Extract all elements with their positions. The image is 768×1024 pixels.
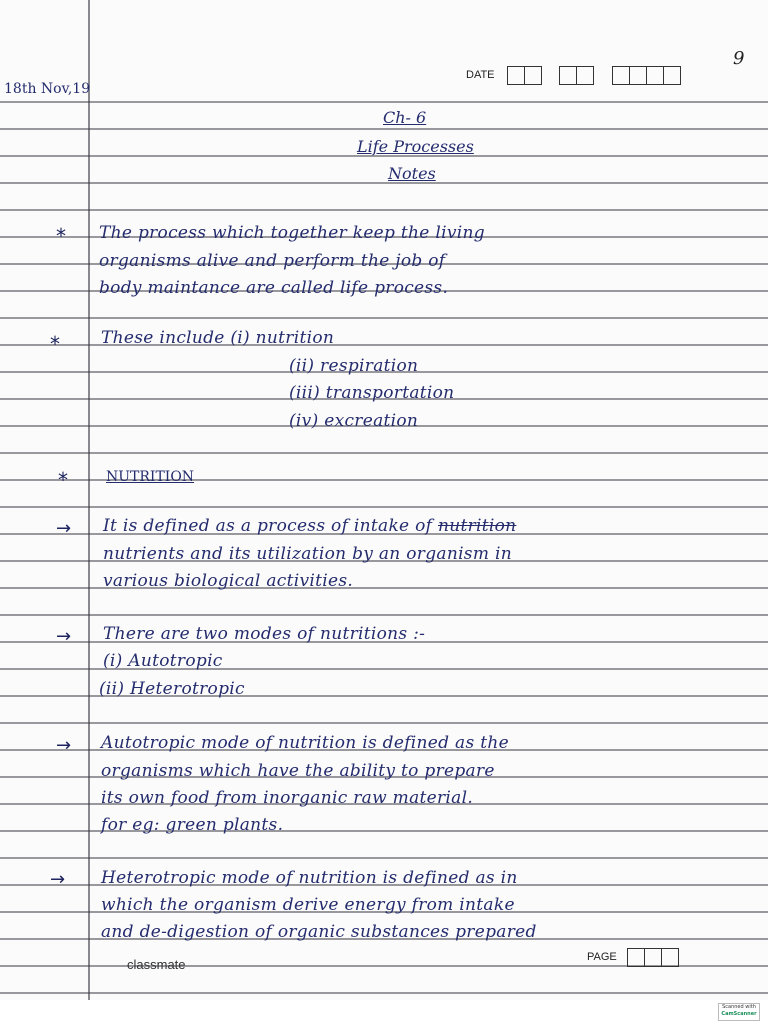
arrow-marker: → bbox=[56, 626, 72, 647]
para2-item: (iii) transportation bbox=[289, 383, 455, 403]
date-boxes-day bbox=[507, 66, 542, 85]
para5-line-1: Autotropic mode of nutrition is defined as the bbox=[101, 733, 509, 753]
para4-lead: There are two modes of nutritions :- bbox=[103, 624, 426, 644]
struck-word: nutrition bbox=[437, 516, 517, 536]
para6-line-1: Heterotropic mode of nutrition is defined as in bbox=[101, 868, 518, 888]
arrow-marker: → bbox=[56, 735, 72, 756]
para1-line-1: The process which together keep the living bbox=[99, 223, 485, 243]
bullet-star: * bbox=[58, 468, 68, 492]
scanner-watermark-line2: CamScanner bbox=[721, 1011, 757, 1017]
para3-line-1-text: It is defined as a process of intake of bbox=[103, 516, 433, 536]
bullet-star: * bbox=[56, 224, 66, 248]
para3-line-3: various biological activities. bbox=[103, 571, 354, 591]
page-label: PAGE bbox=[587, 951, 617, 963]
page-number-mark: 9 bbox=[733, 48, 745, 69]
arrow-marker: → bbox=[50, 869, 66, 890]
bullet-star: * bbox=[50, 332, 60, 356]
para6-line-2: which the organism derive energy from intake bbox=[101, 895, 515, 915]
written-date: 18th Nov,19 bbox=[4, 81, 91, 97]
para5-line-2: organisms which have the ability to prepare bbox=[101, 761, 495, 781]
para3-line-1 bbox=[103, 518, 516, 535]
para6-line-3: and de-digestion of organic substances prepared bbox=[101, 922, 537, 942]
para4-item: (i) Autotropic bbox=[103, 651, 223, 671]
notebook-brand: classmate bbox=[127, 957, 186, 972]
date-boxes-month bbox=[559, 66, 594, 85]
date-label: DATE bbox=[466, 69, 495, 81]
para5-line-4: for eg: green plants. bbox=[101, 815, 284, 835]
notes-title: Notes bbox=[388, 164, 436, 183]
scan-margin bbox=[0, 1000, 768, 1024]
para1-line-2: organisms alive and perform the job of bbox=[99, 251, 446, 271]
scanner-watermark bbox=[718, 1003, 760, 1021]
para2-item: (ii) respiration bbox=[289, 356, 419, 376]
scanner-watermark-line1: Scanned with bbox=[722, 1004, 756, 1010]
para2-item: (iv) excreation bbox=[289, 411, 419, 431]
para5-line-3: its own food from inorganic raw material. bbox=[101, 788, 474, 808]
arrow-marker: → bbox=[56, 518, 72, 539]
chapter-title: Ch- 6 bbox=[383, 108, 427, 127]
page-number-boxes bbox=[627, 948, 679, 967]
section-heading: NUTRITION bbox=[106, 469, 195, 485]
para2-lead: These include (i) nutrition bbox=[101, 328, 335, 348]
para4-item: (ii) Heterotropic bbox=[99, 679, 245, 699]
margin-line bbox=[88, 0, 90, 1000]
para3-line-2: nutrients and its utilization by an organism in bbox=[103, 544, 512, 564]
para1-line-3: body maintance are called life process. bbox=[99, 278, 449, 298]
date-boxes-year bbox=[612, 66, 681, 85]
topic-title: Life Processes bbox=[357, 137, 474, 156]
